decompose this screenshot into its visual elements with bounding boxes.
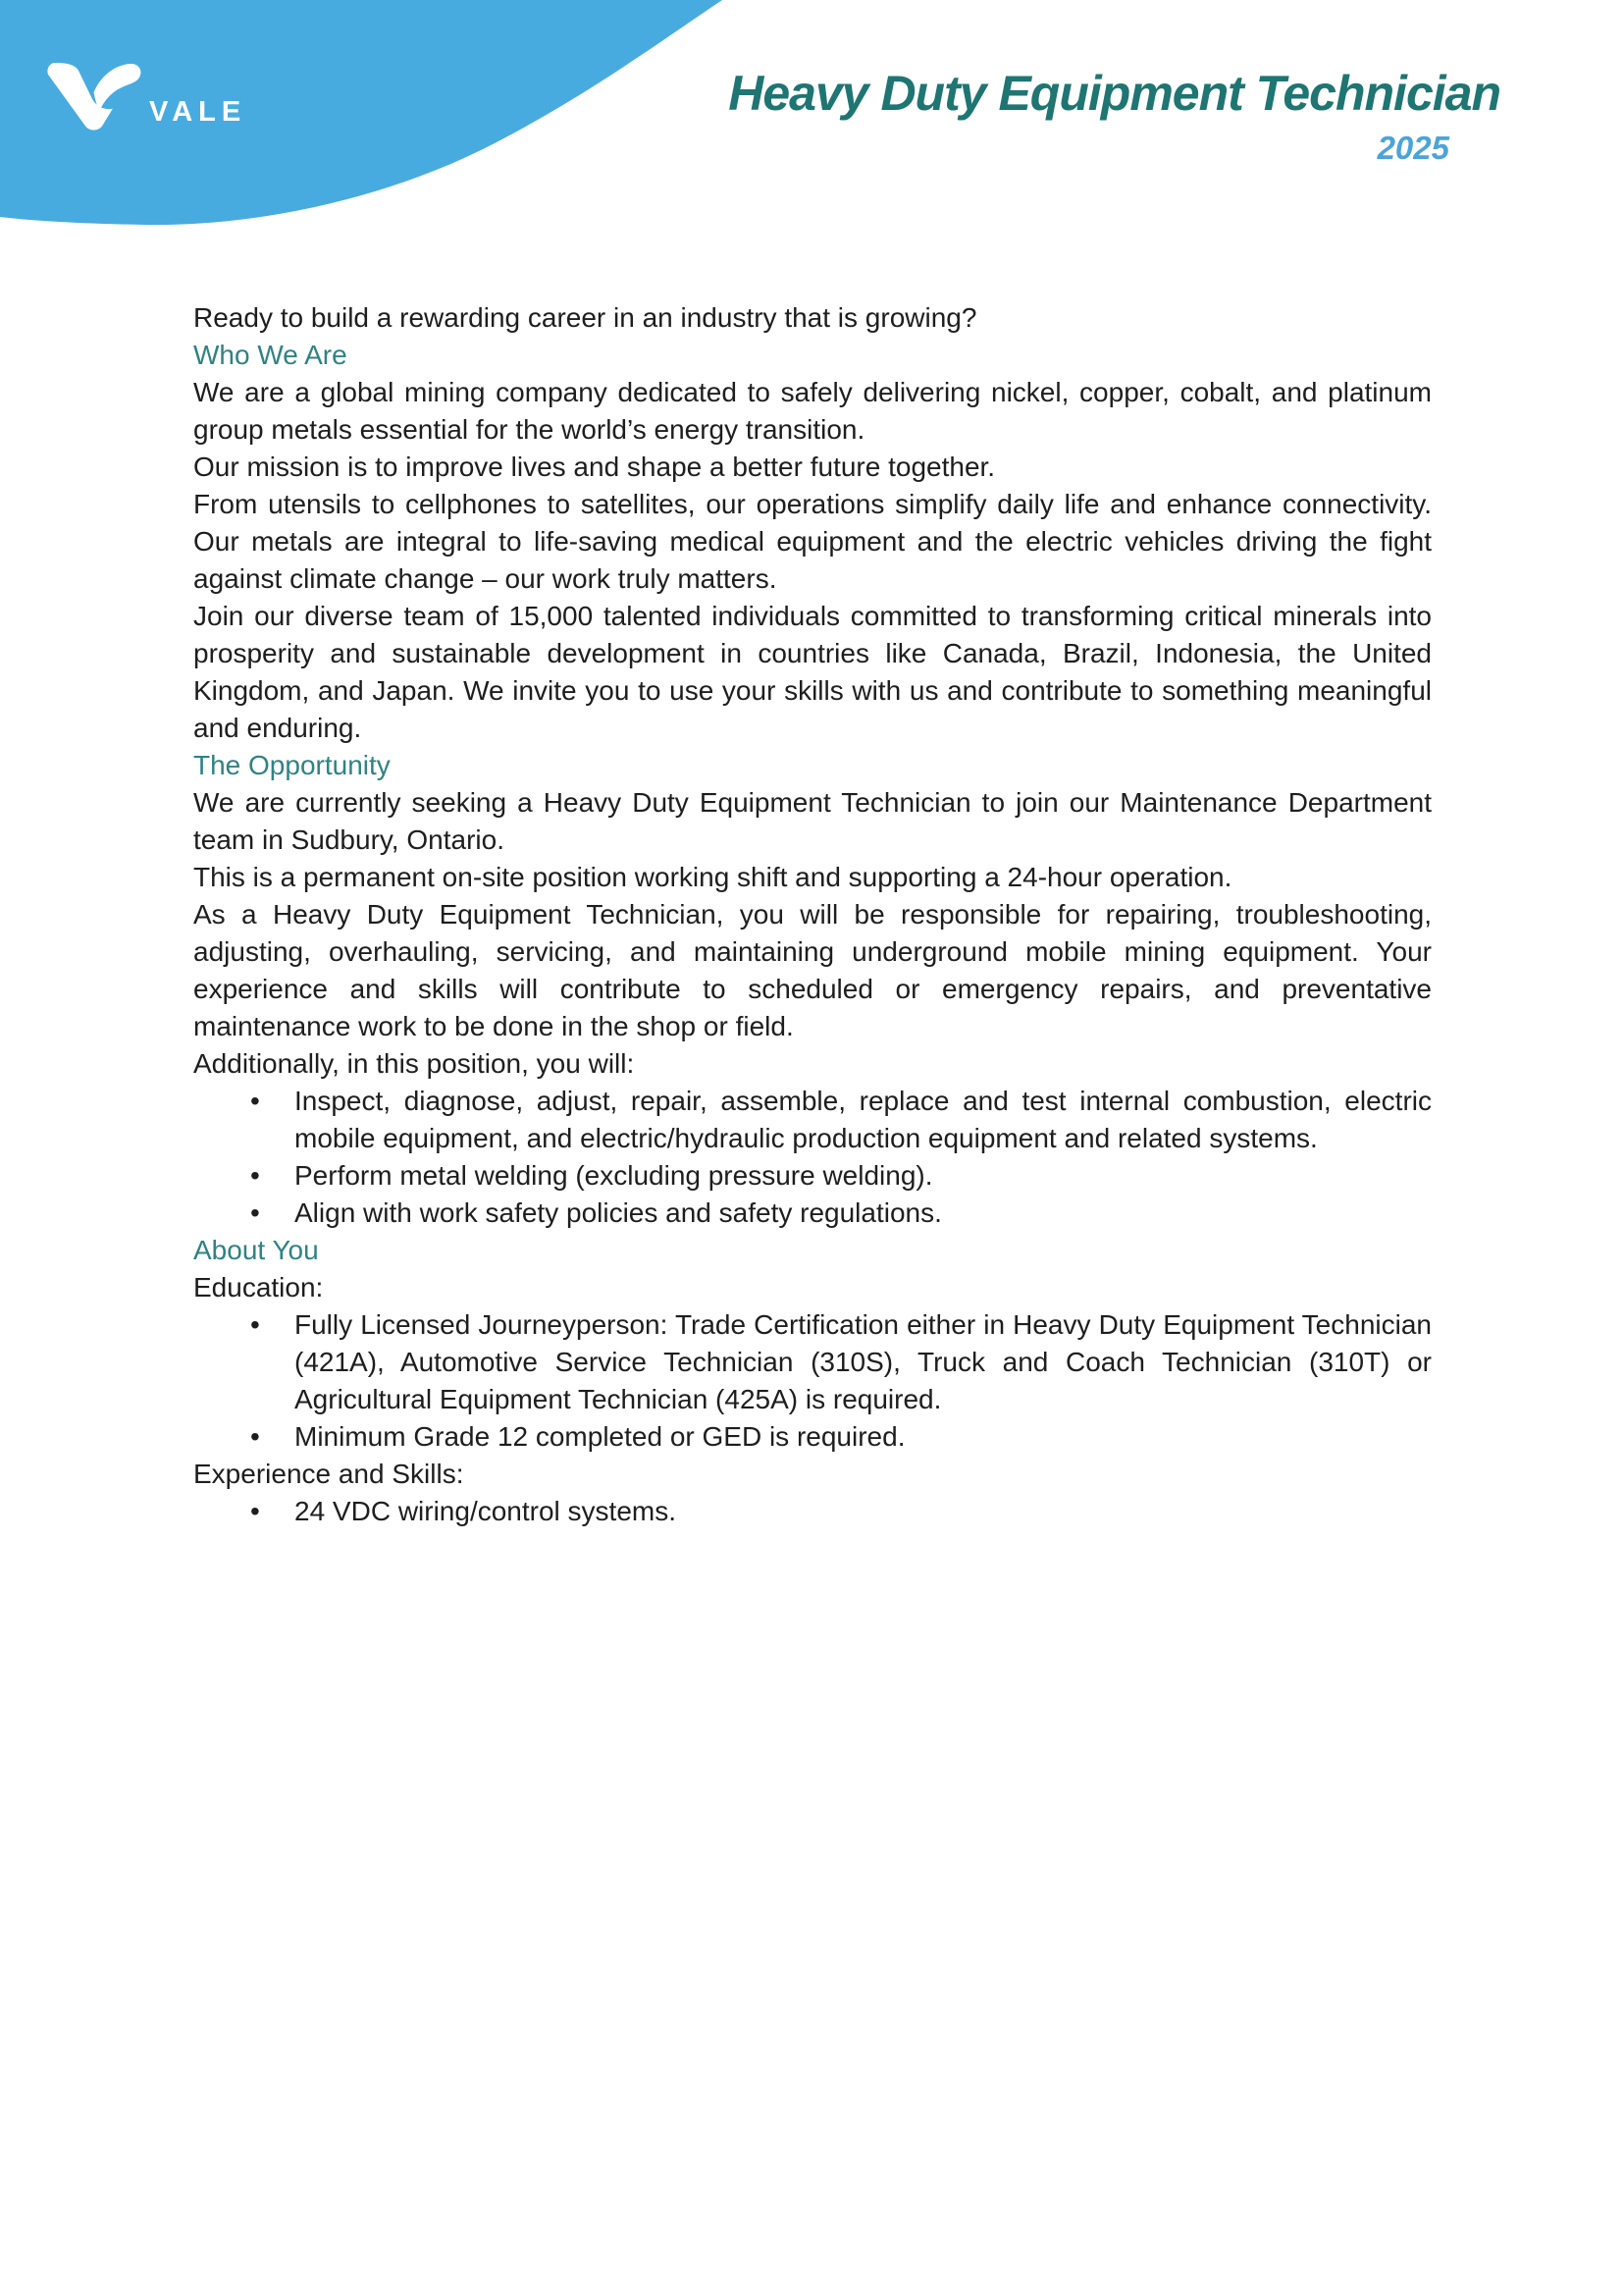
title-block [728,67,1500,166]
page-year: 2025 [1377,130,1449,166]
list-item [193,1493,1432,1530]
intro-line: Ready to build a rewarding career in an industry that is growing? [193,302,977,333]
paragraph-seeking: We are currently seeking a Heavy Duty Equipment Technician to join our Maintenance Department team in Sudbury, Ontario. [193,787,1432,855]
page-header [0,0,1624,294]
section-heading-opportunity: The Opportunity [193,750,391,780]
paragraph-additionally: Additionally, in this position, you will: [193,1048,635,1079]
vale-logo-text: VALE [149,96,247,128]
list-item [193,1157,1432,1195]
education-label: Education: [193,1272,324,1302]
list-item-text: Perform metal welding (excluding pressure welding). [294,1160,933,1191]
paragraph-join-team: Join our diverse team of 15,000 talented individuals committed to transforming critical minerals into prosperity and sustainable development in countries like Canada, Brazil, Indonesia, the United Kingdom, and Japan. We invite you to use your skills with us and contribute to something meaningful and enduring. [193,601,1432,743]
list-item [193,1195,1432,1232]
paragraph-permanent: This is a permanent on-site position working shift and supporting a 24-hour operation. [193,862,1232,892]
page-title: Heavy Duty Equipment Technician [728,66,1500,121]
experience-label: Experience and Skills: [193,1459,464,1489]
paragraph-utensils: From utensils to cellphones to satellites, our operations simplify daily life and enhance connectivity. Our metals are integral to life-saving medical equipment and the electric vehicles driving the fight against climate change – our work truly matters. [193,489,1432,594]
section-heading-about-you: About You [193,1235,319,1265]
responsibilities-list [193,1083,1432,1232]
list-item-text: Minimum Grade 12 completed or GED is required. [294,1421,906,1452]
experience-list [193,1493,1432,1530]
paragraph-global-mining: We are a global mining company dedicated to safely delivering nickel, copper, cobalt, and platinum group metals essential for the world’s energy transition. [193,377,1432,445]
vale-logo-icon [46,60,143,134]
section-heading-who-we-are: Who We Are [193,340,347,370]
list-item [193,1418,1432,1456]
list-item-text: Align with work safety policies and safety regulations. [294,1197,942,1228]
paragraph-responsibilities: As a Heavy Duty Equipment Technician, you will be responsible for repairing, troubleshooting, adjusting, overhauling, servicing, and maintaining underground mobile mining equipment. Your experience and skills will contribute to scheduled or emergency repairs, and preventative maintenance work to be done in the shop or field. [193,899,1432,1041]
list-item-text: Fully Licensed Journeyperson: Trade Certification either in Heavy Duty Equipment Technician (421A), Automotive Service Technician (310S), Truck and Coach Technician (310T) or Agricultural Equipment Technician (425A) is required. [294,1309,1432,1414]
list-item-text: Inspect, diagnose, adjust, repair, assemble, replace and test internal combustion, electric mobile equipment, and electric/hydraulic production equipment and related systems. [294,1086,1432,1153]
document-body [0,294,1624,1530]
list-item [193,1083,1432,1157]
vale-logo [46,60,246,134]
list-item-text: 24 VDC wiring/control systems. [294,1496,677,1526]
education-list [193,1306,1432,1456]
list-item [193,1306,1432,1418]
paragraph-mission: Our mission is to improve lives and shape a better future together. [193,452,996,482]
